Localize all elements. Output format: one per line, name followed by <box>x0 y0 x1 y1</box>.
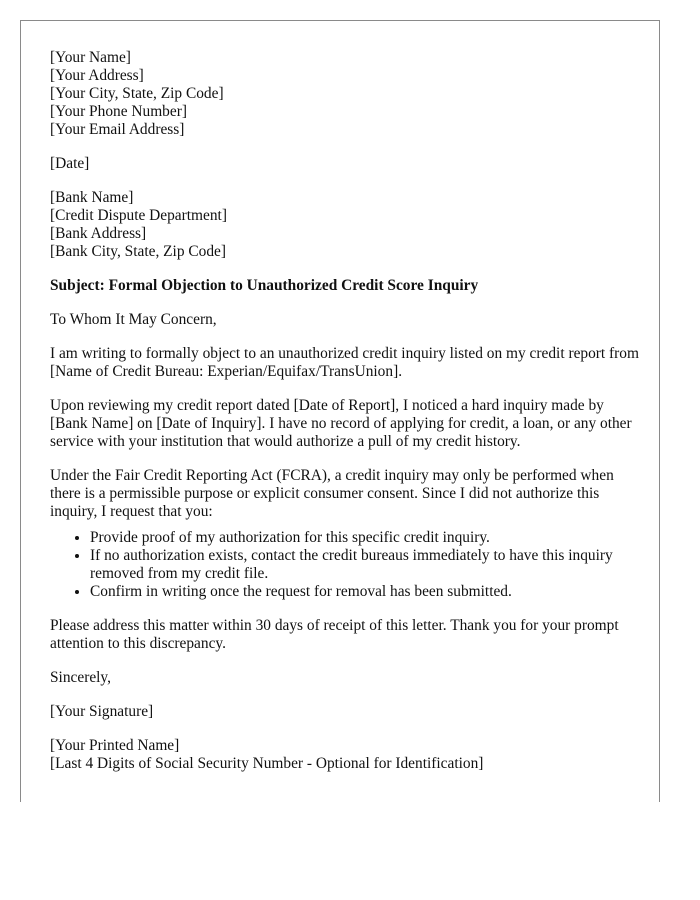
paragraph-closing: Please address this matter within 30 days of receipt of this letter. Thank you for your prompt attention to this discrepancy. <box>50 617 619 652</box>
letter-body <box>50 49 640 773</box>
sender-email: [Your Email Address] <box>50 121 185 138</box>
ssn-line: [Last 4 Digits of Social Security Number - Optional for Identification] <box>50 755 484 772</box>
recipient-address: [Bank Address] <box>50 225 147 242</box>
printed-name: [Your Printed Name] <box>50 737 180 754</box>
paragraph-intro: I am writing to formally object to an unauthorized credit inquiry listed on my credit report from [Name of Credit Bureau: Experian/Equifax/TransUnion]. <box>50 345 639 380</box>
recipient-bank-name: [Bank Name] <box>50 189 134 206</box>
closing: Sincerely, <box>50 669 111 686</box>
printed-name-block <box>50 737 640 773</box>
recipient-department: [Credit Dispute Department] <box>50 207 227 224</box>
date-block <box>50 155 640 173</box>
salutation: To Whom It May Concern, <box>50 311 217 328</box>
paragraph-fcra: Under the Fair Credit Reporting Act (FCRA), a credit inquiry may only be performed when there is a permissible purpose or explicit consumer consent. Since I did not authorize this inquiry, I request that you: <box>50 467 614 520</box>
sender-phone: [Your Phone Number] <box>50 103 187 120</box>
recipient-block <box>50 189 640 261</box>
sender-block <box>50 49 640 139</box>
subject-line: Subject: Formal Objection to Unauthorized Credit Score Inquiry <box>50 277 479 294</box>
sender-city-state-zip: [Your City, State, Zip Code] <box>50 85 224 102</box>
request-item: • Confirm in writing once the request for removal has been submitted. <box>90 583 640 601</box>
letter-page <box>20 20 660 802</box>
recipient-city-state-zip: [Bank City, State, Zip Code] <box>50 243 226 260</box>
paragraph-review: Upon reviewing my credit report dated [Date of Report], I noticed a hard inquiry made by [Bank Name] on [Date of Inquiry]. I have no record of applying for credit, a loan, or any other service with your institution that would authorize a pull of my credit history. <box>50 397 632 450</box>
request-item: • If no authorization exists, contact the credit bureaus immediately to have this inquiry removed from my credit file. <box>90 547 640 583</box>
request-list <box>50 529 640 601</box>
letter-date: [Date] <box>50 155 90 172</box>
signature: [Your Signature] <box>50 703 154 720</box>
request-item: • Provide proof of my authorization for this specific credit inquiry. <box>90 529 640 547</box>
sender-name: [Your Name] <box>50 49 131 66</box>
sender-address: [Your Address] <box>50 67 144 84</box>
